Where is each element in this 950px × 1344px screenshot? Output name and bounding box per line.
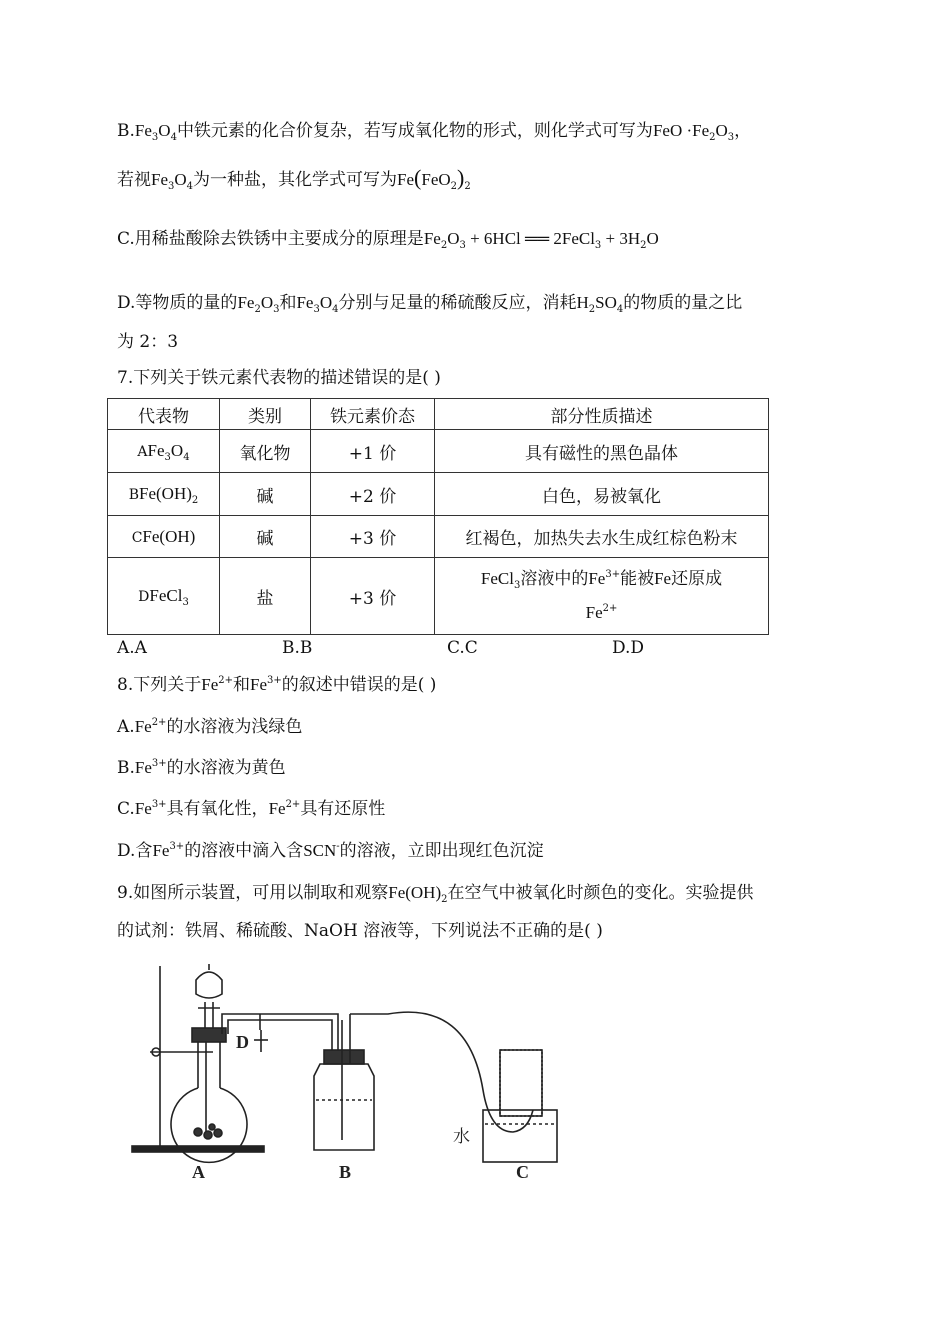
q9-stem-line2: 的试剂：铁屑、稀硫酸、NaOH 溶液等，下列说法不正确的是( ) [117,921,603,941]
table-row [108,473,769,516]
row-a-formula: $AFe_3O_4$ [108,430,220,473]
row-a-category: 氧化物 [220,430,311,473]
q6-option-d-line2: 为 2：3 [117,332,179,352]
apparatus-figure [128,960,568,1185]
q7-option-c: C.C [447,638,478,658]
row-d-formula: DFeCl$_3$ [108,558,220,635]
dropping-funnel [196,964,222,1028]
label-c: C [516,1162,529,1182]
q7-table [107,398,769,635]
q6-option-d-line1: D.等物质的量的$Fe_2O_3$和$Fe_3O_4$分别与足量的稀硫酸反应，消耗$H_2SO_4$的物质的量之比 [117,293,743,315]
header-representative: 代表物 [108,399,220,430]
q6-option-b-line1: $B.Fe_3O_4$中铁元素的化合价复杂，若写成氧化物的形式，则化学式可写为FeO $\cdot Fe_2O_3$， [117,121,752,143]
row-c-valence: +3 价 [311,516,435,558]
reagent-bottle [314,1014,374,1150]
q6-option-c: C.用稀盐酸除去铁锈中主要成分的原理是$Fe_2O_3 + 6HCl$ ══ 2FeCl$_3$ + $3H_2O$ [117,229,659,251]
row-b-valence: +2 价 [311,473,435,516]
row-b-category: 碱 [220,473,311,516]
header-category: 类别 [220,399,311,430]
header-valence: 铁元素价态 [311,399,435,430]
q8-option-d: D.含$Fe^{3+}$的溶液中滴入含SCN-的溶液，立即出现红色沉淀 [117,841,544,861]
label-b: B [339,1162,352,1182]
row-c-category: 碱 [220,516,311,558]
q7-stem: 7.下列关于铁元素代表物的描述错误的是( ) [117,368,441,388]
water-trough [483,1050,557,1162]
label-a: A [192,1162,205,1182]
q7-option-a: A.A [117,638,147,658]
table-row [108,516,769,558]
header-description: 部分性质描述 [435,399,769,430]
row-d-category: 盐 [220,558,311,635]
q7-option-b: B.B [282,638,313,658]
row-d-valence: +3 价 [311,558,435,635]
row-b-formula: $BFe(OH)_2$ [108,473,220,516]
q8-option-b: $B.Fe^{3+}$的水溶液为黄色 [117,758,286,778]
q8-option-c: $C.Fe^{3+}$具有氧化性，$Fe^{2+}$具有还原性 [117,799,386,819]
q9-stem-line1: 9.如图所示装置，可用以制取和观察$Fe(OH)_2$在空气中被氧化时颜色的变化。实验提供 [117,883,754,905]
label-water: 水 [453,1127,470,1147]
row-b-description: 白色，易被氧化 [435,473,769,516]
table-header-row [108,399,769,430]
q8-option-a: $A.Fe^{2+}$的水溶液为浅绿色 [117,717,303,737]
q7-option-d: D.D [612,638,645,658]
delivery-tube [350,1012,533,1132]
table-row [108,430,769,473]
q8-stem: 8.下列关于$Fe^{2+}$和$Fe^{3+}$的叙述中错误的是( ) [117,675,437,695]
row-c-description: 红褐色，加热失去水生成红棕色粉末 [435,516,769,558]
label-d: D [236,1032,249,1052]
row-a-valence: +1 价 [311,430,435,473]
row-c-formula: CFe(OH) [108,516,220,558]
row-d-description: FeCl$_3$溶液中的$Fe^{3+}$能被Fe还原成 $Fe^{2+}$ [435,558,769,635]
row-a-description: 具有磁性的黑色晶体 [435,430,769,473]
q6-option-b-line2: 若视$Fe_3O_4$为一种盐，其化学式可写为$Fe(FeO_2)_2$ [117,165,471,192]
table-row [108,558,769,635]
